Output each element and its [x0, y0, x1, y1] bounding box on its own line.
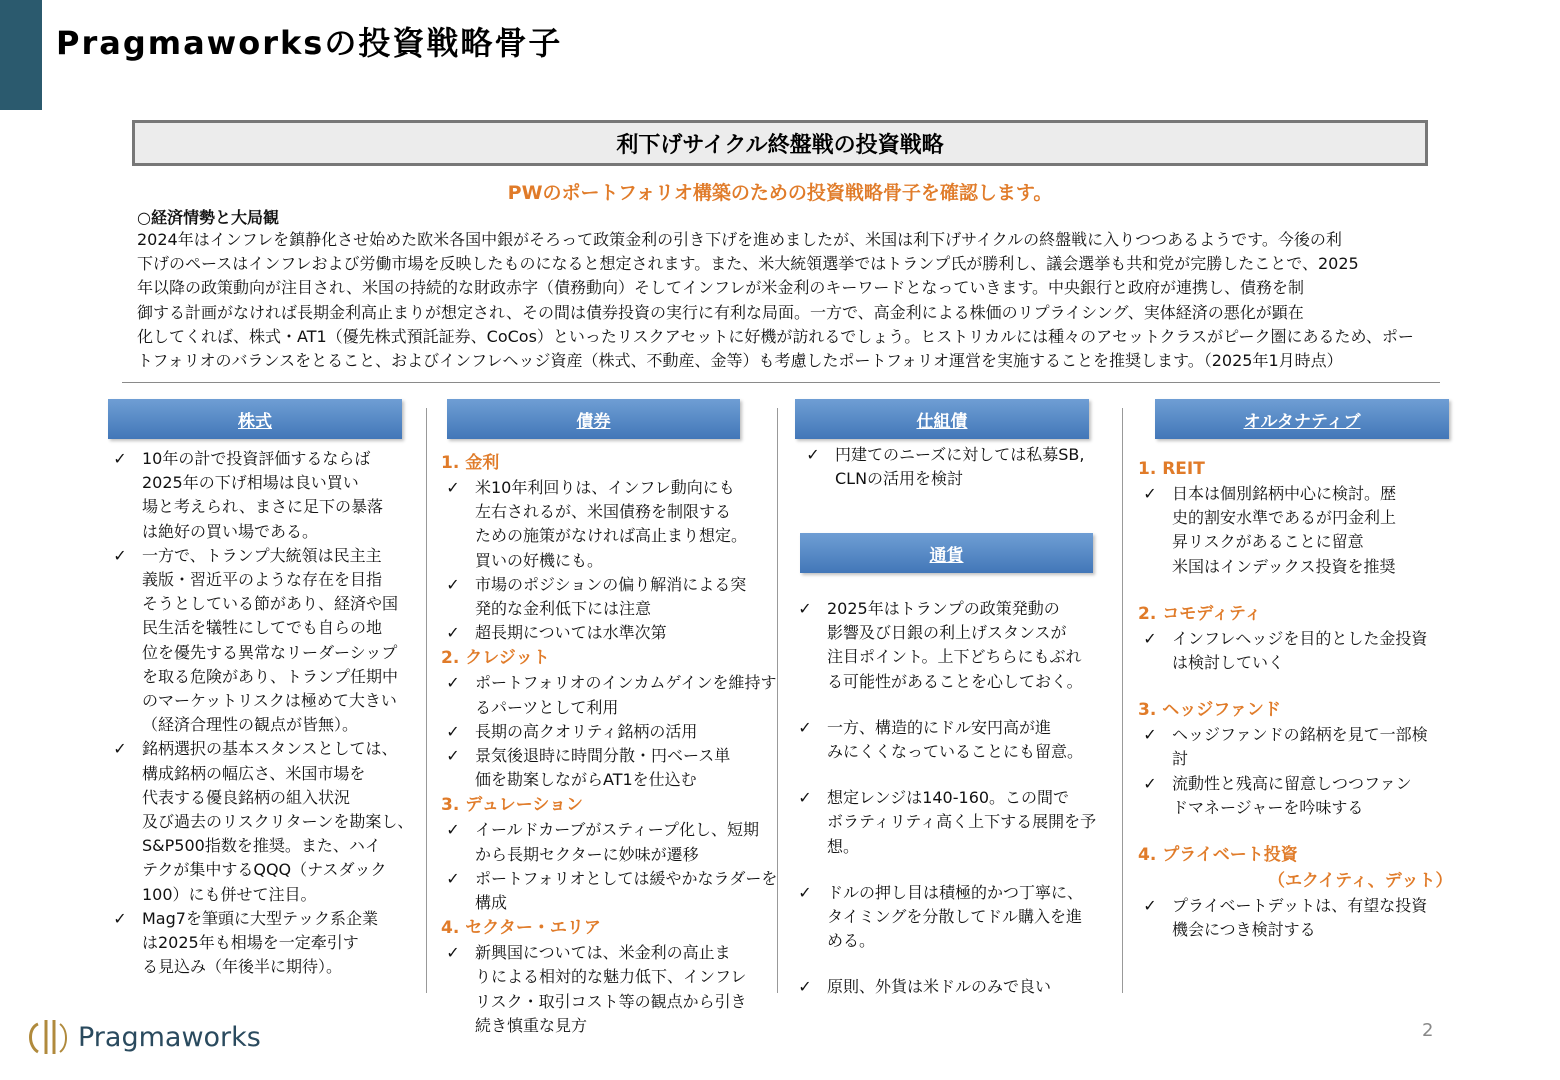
bullet-line: 場と考えられ、まさに足下の暴落	[142, 497, 383, 517]
bullet-item	[1138, 723, 1460, 771]
header-currency: 通貨	[800, 533, 1093, 573]
bullet-item	[441, 867, 778, 915]
bullet-text	[142, 907, 424, 980]
bullet-text	[475, 621, 775, 645]
bullet-line: インフレヘッジを目的とした金投資	[1172, 628, 1428, 648]
checkmark-icon: ✓	[446, 868, 460, 888]
bullet-line: 価を勘案しながらAT1を仕込む	[475, 770, 697, 790]
bullet-line: るパーツとして利用	[475, 697, 619, 717]
bullet-line: 円建てのニーズに対しては私募SB,	[835, 445, 1085, 464]
bullet-line: は絶好の買い場である。	[142, 521, 319, 541]
bullet-line: ための施策がなければ高止まり想定。	[475, 526, 748, 546]
overview-body	[137, 228, 1442, 373]
bullet-line: 一方で、トランプ大統領は民主主	[142, 545, 382, 565]
bullet-line: 昇リスクがあることに留意	[1172, 532, 1364, 552]
bullet-item	[441, 573, 775, 621]
bullet-item	[801, 443, 1119, 491]
checkmark-icon: ✓	[446, 820, 460, 840]
bullet-line: 義版・習近平のような存在を目指	[142, 570, 383, 590]
bullet-line: イールドカーブがスティープ化し、短期	[475, 820, 760, 840]
overview-heading: ○経済情勢と大局観	[137, 208, 279, 227]
bullet-text	[475, 941, 775, 1038]
bullet-line: ポートフォリオのインカムゲインを維持す	[475, 673, 777, 693]
bullet-item	[1138, 772, 1460, 820]
spacer	[793, 764, 1119, 786]
spacer	[793, 859, 1119, 881]
column-separator	[777, 408, 778, 993]
checkmark-icon: ✓	[113, 449, 127, 468]
bullet-line: 代表する優良銘柄の組入状況	[142, 787, 351, 807]
bullet-line: 位を優先する異常なリーダーシップ	[142, 642, 398, 662]
checkmark-icon: ✓	[806, 445, 820, 464]
bullet-text	[475, 867, 778, 915]
checkmark-icon: ✓	[446, 478, 460, 497]
bullet-item	[108, 737, 424, 906]
bullet-text	[1172, 627, 1460, 675]
bullet-line: テクが集中するQQQ（ナスダック	[142, 860, 387, 880]
section-title: 2. コモディティ	[1138, 603, 1262, 624]
bullet-line: ヘッジファンドの銘柄を見て一部検	[1172, 725, 1428, 745]
section-title: 2. クレジット	[441, 648, 550, 669]
checkmark-icon: ✓	[446, 623, 460, 643]
header-stocks: 株式	[108, 399, 402, 439]
bullet-line: ポートフォリオとしては緩やかなラダーを	[475, 868, 778, 888]
bullet-text	[1172, 772, 1460, 820]
bullet-text	[475, 476, 775, 573]
bullet-line: プライベートデットは、有望な投資	[1172, 896, 1428, 916]
strategy-banner: 利下げサイクル終盤戦の投資戦略	[132, 120, 1428, 166]
bullet-item	[793, 597, 1119, 694]
section-title: 1. 金利	[441, 453, 500, 473]
section-title: 4. プライベート投資	[1138, 845, 1298, 866]
bullet-line: 買いの好機にも。	[475, 550, 604, 570]
bullet-line: 史的割安水準であるが円金利上	[1172, 508, 1397, 528]
spacer	[1138, 675, 1460, 697]
bullet-text	[1172, 482, 1460, 579]
bullet-line: 米10年利回りは、インフレ動向にも	[475, 478, 735, 497]
bullet-item	[441, 941, 775, 1038]
bullet-item	[793, 881, 1119, 954]
bullet-item	[793, 975, 1119, 999]
checkmark-icon: ✓	[446, 943, 460, 963]
bullet-text	[142, 737, 424, 906]
bullet-line: は2025年も相場を一定牽引す	[142, 933, 359, 953]
bullet-line: Mag7を筆頭に大型テック系企業	[142, 908, 378, 928]
bullet-item	[1138, 627, 1460, 675]
bullet-text	[475, 671, 775, 719]
bullet-line: リスク・取引コスト等の観点から引き	[475, 991, 747, 1011]
bullet-item	[108, 907, 424, 980]
page-title: Pragmaworksの投資戦略骨子	[56, 24, 563, 62]
checkmark-icon: ✓	[446, 721, 460, 741]
bullet-line: は検討していく	[1172, 653, 1285, 673]
checkmark-icon: ✓	[798, 882, 812, 902]
bullet-text	[142, 544, 424, 738]
bullet-line: 流動性と残高に留意しつつファン	[1172, 773, 1412, 793]
bullet-text	[827, 881, 1119, 954]
section-divider	[122, 382, 1440, 383]
bullet-line: 新興国については、米金利の高止ま	[475, 943, 731, 963]
checkmark-icon: ✓	[1143, 725, 1157, 745]
bullet-line: 超長期については水準次第	[475, 623, 667, 643]
bullet-line: を取る危険があり、トランプ任期中	[142, 666, 399, 686]
checkmark-icon: ✓	[113, 908, 127, 928]
header-bonds: 債券	[447, 399, 740, 439]
checkmark-icon: ✓	[1143, 484, 1157, 503]
bullet-line: 100）にも併せて注目。	[142, 884, 317, 904]
bullet-line: （経済合理性の観点が皆無）。	[142, 715, 359, 735]
bullet-line: 想定レンジは140-160。この間で	[827, 788, 1070, 808]
overview-line: 下げのペースはインフレおよび労働市場を反映したものになると想定されます。また、米大統領選挙ではトランプ氏が勝利し、議会選挙も共和党が完勝したことで、2025	[137, 254, 1359, 274]
bullet-line: 想。	[827, 836, 860, 856]
section-title: 3. ヘッジファンド	[1138, 700, 1281, 721]
column-currency	[793, 597, 1119, 1000]
bullet-item	[441, 621, 775, 645]
column-bonds	[441, 450, 778, 1038]
bullet-line: る見込み（年後半に期待）。	[142, 957, 343, 977]
overview-line: 年以降の政策動向が注目され、米国の持続的な財政赤字（債務動向）そしてインフレが米金利のキーワードとなっていきます。中央銀行と政府が連携し、債務を制	[137, 278, 1305, 298]
logo-mark-icon	[24, 1014, 70, 1060]
bullet-line: る可能性があることを心しておく。	[827, 671, 1083, 691]
bullet-item	[441, 671, 775, 719]
overview-line: 化してくれば、株式・AT1（優先株式預託証券、CoCos）といったリスクアセットに好機が訪れるでしょう。ヒストリカルには種々のアセットクラスがピーク圏にあるため、ポー	[137, 326, 1414, 346]
bullet-text	[827, 975, 1119, 999]
column-stocks	[108, 447, 424, 979]
column-separator	[1122, 408, 1123, 993]
bullet-line: 銘柄選択の基本スタンスとしては、	[142, 739, 398, 759]
bullet-text	[827, 597, 1119, 694]
spacer	[793, 694, 1119, 716]
bullet-line: CLNの活用を検討	[835, 469, 964, 489]
checkmark-icon: ✓	[446, 746, 460, 766]
header-alternative: オルタナティブ	[1155, 399, 1449, 439]
bullet-text	[827, 716, 1119, 764]
overview-line: 御する計画がなければ長期金利高止まりが想定され、その間は債券投資の実行に有利な局面。一方で、高金利による株価のリプライシング、実体経済の悪化が顕在	[137, 302, 1304, 322]
bullet-line: りによる相対的な魅力低下、インフレ	[475, 967, 747, 987]
bullet-line: 景気後退時に時間分散・円ベース単	[475, 746, 731, 766]
bullet-line: 左右されるが、米国債務を制限する	[475, 502, 732, 522]
header-structured-bonds: 仕組債	[795, 399, 1089, 439]
checkmark-icon: ✓	[113, 739, 127, 759]
bullet-text	[835, 443, 1119, 491]
overview-line: 2024年はインフレを鎮静化させ始めた欧米各国中銀がそろって政策金利の引き下げを進めましたが、米国は利下げサイクルの終盤戦に入りつつあるようです。今後の利	[137, 230, 1342, 249]
column-alternative	[1138, 456, 1460, 942]
page-number: 2	[1422, 1020, 1434, 1041]
checkmark-icon: ✓	[113, 545, 127, 565]
checkmark-icon: ✓	[798, 788, 812, 808]
checkmark-icon: ✓	[446, 673, 460, 693]
bullet-line: 及び過去のリスクリターンを勘案し、	[142, 812, 414, 832]
section-title: 4. セクター・エリア	[441, 918, 601, 939]
bullet-line: 民生活を犠牲にしてでも自らの地	[142, 618, 383, 638]
bullet-line: そうとしている節があり、経済や国	[142, 594, 399, 614]
bullet-line: ドルの押し目は積極的かつ丁寧に、	[827, 882, 1084, 902]
bullet-line: 10年の計で投資評価するならば	[142, 449, 371, 468]
spacer	[1138, 579, 1460, 601]
bullet-line: 発的な金利低下には注意	[475, 599, 652, 619]
section-title: （エクイティ、デット）	[1268, 871, 1453, 892]
bullet-item	[108, 447, 424, 544]
bullet-item	[441, 476, 775, 573]
bullet-line: ボラティリティ高く上下する展開を予	[827, 812, 1097, 832]
bullet-line: から長期セクターに妙味が遷移	[475, 844, 699, 864]
bullet-item	[793, 716, 1119, 764]
bullet-line: 市場のポジションの偏り解消による突	[475, 574, 747, 594]
column-separator	[426, 408, 427, 993]
bullet-item	[1138, 482, 1460, 579]
checkmark-icon: ✓	[446, 574, 460, 594]
bullet-text	[475, 818, 775, 866]
bullet-line: 続き慎重な見方	[475, 1015, 588, 1035]
bullet-item	[108, 544, 424, 738]
checkmark-icon: ✓	[798, 599, 812, 618]
bullet-text	[1172, 894, 1460, 942]
bullet-item	[1138, 894, 1460, 942]
bullet-line: 機会につき検討する	[1172, 920, 1316, 940]
bullet-text	[475, 744, 775, 792]
checkmark-icon: ✓	[1143, 628, 1157, 648]
bullet-line: 一方、構造的にドル安円高が進	[827, 717, 1052, 737]
checkmark-icon: ✓	[1143, 896, 1157, 916]
bullet-item	[441, 720, 775, 744]
bullet-text	[142, 447, 424, 544]
bullet-item	[441, 818, 775, 866]
bullet-line: S&P500指数を推奨。また、ハイ	[142, 836, 381, 856]
bullet-line: 構成銘柄の幅広さ、米国市場を	[142, 763, 366, 783]
bullet-text	[475, 720, 775, 744]
subtitle: PWのポートフォリオ構築のための投資戦略骨子を確認します。	[507, 182, 1053, 204]
corner-accent-bar	[0, 0, 42, 110]
checkmark-icon: ✓	[798, 717, 812, 737]
bullet-text	[1172, 723, 1460, 771]
logo-text: Pragmaworks	[78, 1021, 261, 1053]
overview-line: トフォリオのバランスをとること、およびインフレヘッジ資産（株式、不動産、金等）も考慮したポートフォリオ運営を実施することを推奨します。（2025年1月時点）	[137, 351, 1343, 371]
bullet-item	[793, 786, 1119, 859]
bullet-line: 構成	[475, 893, 508, 913]
section-title: 3. デュレーション	[441, 795, 584, 816]
spacer	[793, 953, 1119, 975]
checkmark-icon: ✓	[1143, 773, 1157, 793]
bullet-line: 日本は個別銘柄中心に検討。歴	[1172, 484, 1397, 503]
bullet-line: 討	[1172, 749, 1189, 769]
bullet-line: 米国はインデックス投資を推奨	[1172, 556, 1396, 576]
bullet-line: 2025年の下げ相場は良い買い	[142, 473, 359, 493]
bullet-line: 長期の高クオリティ銘柄の活用	[475, 721, 698, 741]
column-structured-bonds	[801, 443, 1119, 491]
checkmark-icon: ✓	[798, 977, 812, 997]
bullet-text	[827, 786, 1119, 859]
bullet-line: 注目ポイント。上下どちらにもぶれ	[827, 647, 1082, 667]
bullet-line: みにくくなっていることにも留意。	[827, 742, 1084, 762]
bullet-line: のマーケットリスクは極めて大きい	[142, 691, 397, 711]
bullet-line: ドマネージャーを吟味する	[1172, 797, 1364, 817]
bullet-line: める。	[827, 931, 876, 951]
bullet-line: 原則、外貨は米ドルのみで良い	[827, 977, 1052, 997]
spacer	[1138, 820, 1460, 842]
bullet-text	[475, 573, 775, 621]
bullet-line: タイミングを分散してドル購入を進	[827, 907, 1083, 927]
bullet-line: 2025年はトランプの政策発動の	[827, 599, 1060, 618]
bullet-item	[441, 744, 775, 792]
bullet-line: 影響及び日銀の利上げスタンスが	[827, 623, 1067, 643]
company-logo	[24, 1014, 261, 1060]
section-title: 1. REIT	[1138, 459, 1205, 479]
